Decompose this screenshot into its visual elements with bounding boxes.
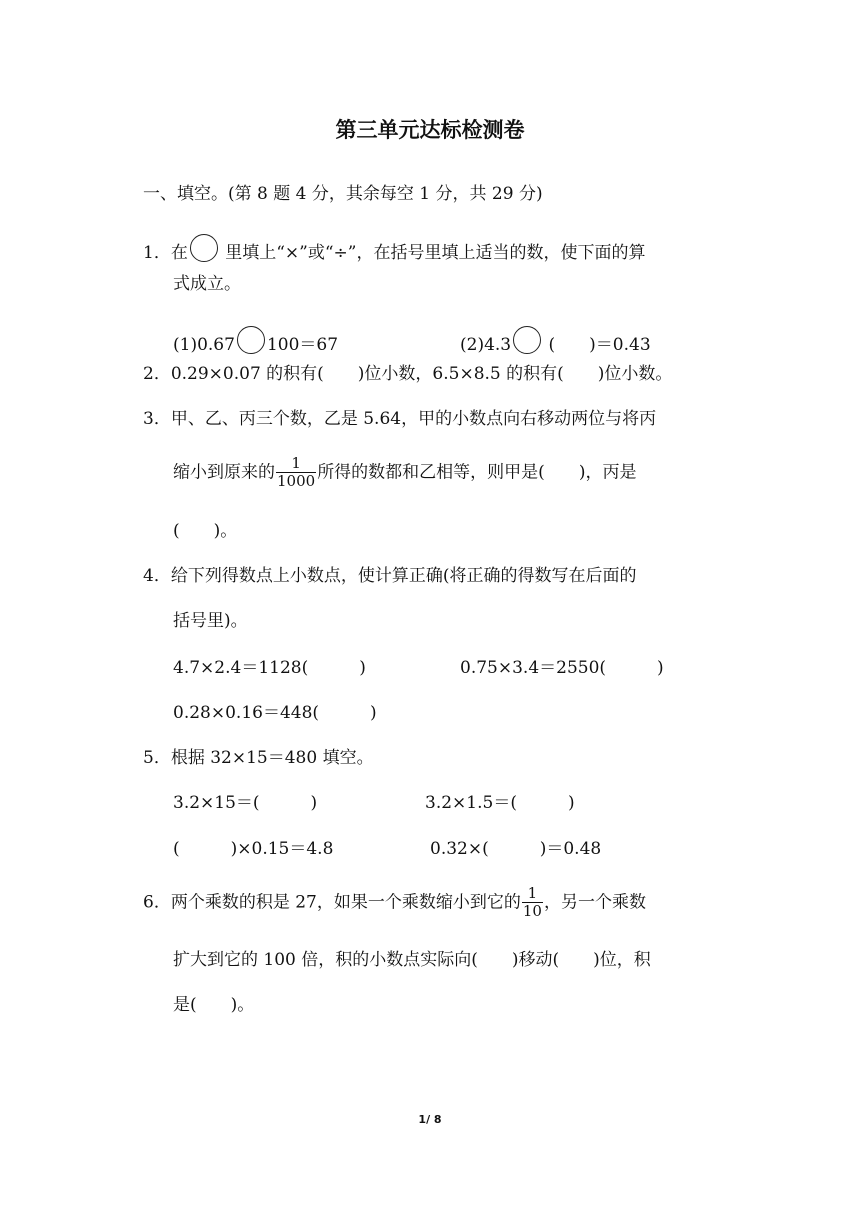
question-5-equation-3: ( )×0.15＝4.8 bbox=[173, 839, 334, 859]
question-4-equation-3: 0.28×0.16＝448( ) bbox=[173, 703, 377, 723]
fraction-one-tenth: $\frac{1}{10}$ bbox=[522, 884, 542, 921]
question-4-equation-1: 4.7×2.4＝1128( ) bbox=[173, 658, 366, 678]
page-title: 第三单元达标检测卷 bbox=[335, 118, 525, 142]
question-5-line-1: 5．根据 32×15＝480 填空。 bbox=[143, 748, 374, 768]
question-1-item-1: (1)0.67 100＝67 bbox=[173, 326, 338, 354]
question-1-line-2: 式成立。 bbox=[173, 274, 241, 294]
question-6-line-3: 是( )。 bbox=[173, 995, 255, 1015]
question-1-item-2: (2)4.3 ( )＝0.43 bbox=[460, 326, 651, 354]
blank-circle[interactable] bbox=[513, 326, 541, 354]
blank-circle[interactable] bbox=[190, 234, 218, 262]
fraction-one-thousandth: $\frac{1}{1000}$ bbox=[277, 454, 316, 491]
question-5-equation-2: 3.2×1.5＝( ) bbox=[425, 793, 575, 813]
question-4-line-1: 4．给下列得数点上小数点，使计算正确(将正确的得数写在后面的 bbox=[143, 566, 637, 586]
question-6-line-1: 6．两个乘数的积是 27，如果一个乘数缩小到它的 $\frac{1}{10}$ ，另一个乘数 bbox=[143, 884, 646, 921]
question-4-equation-2: 0.75×3.4＝2550( ) bbox=[460, 658, 664, 678]
section-heading: 一、填空。(第 8 题 4 分，其余每空 1 分，共 29 分) bbox=[143, 184, 543, 204]
blank-circle[interactable] bbox=[237, 326, 265, 354]
question-5-equation-4: 0.32×( )＝0.48 bbox=[430, 839, 602, 859]
question-4-line-2: 括号里)。 bbox=[173, 611, 248, 631]
question-3-line-1: 3．甲、乙、丙三个数，乙是 5.64，甲的小数点向右移动两位与将丙 bbox=[143, 409, 657, 429]
question-3-line-2: 缩小到原来的 $\frac{1}{1000}$ 所得的数都和乙相等，则甲是( )，丙是 bbox=[173, 454, 637, 491]
question-1-line-1: 1．在 里填上“×”或“÷”，在括号里填上适当的数，使下面的算 bbox=[143, 234, 645, 262]
question-2: 2．0.29×0.07 的积有( )位小数，6.5×8.5 的积有( )位小数。 bbox=[143, 364, 673, 384]
question-6-line-2: 扩大到它的 100 倍，积的小数点实际向( )移动( )位，积 bbox=[173, 950, 651, 970]
page-number: 1/ 8 bbox=[418, 1113, 442, 1126]
question-3-line-3: ( )。 bbox=[173, 521, 238, 541]
question-5-equation-1: 3.2×15＝( ) bbox=[173, 793, 318, 813]
